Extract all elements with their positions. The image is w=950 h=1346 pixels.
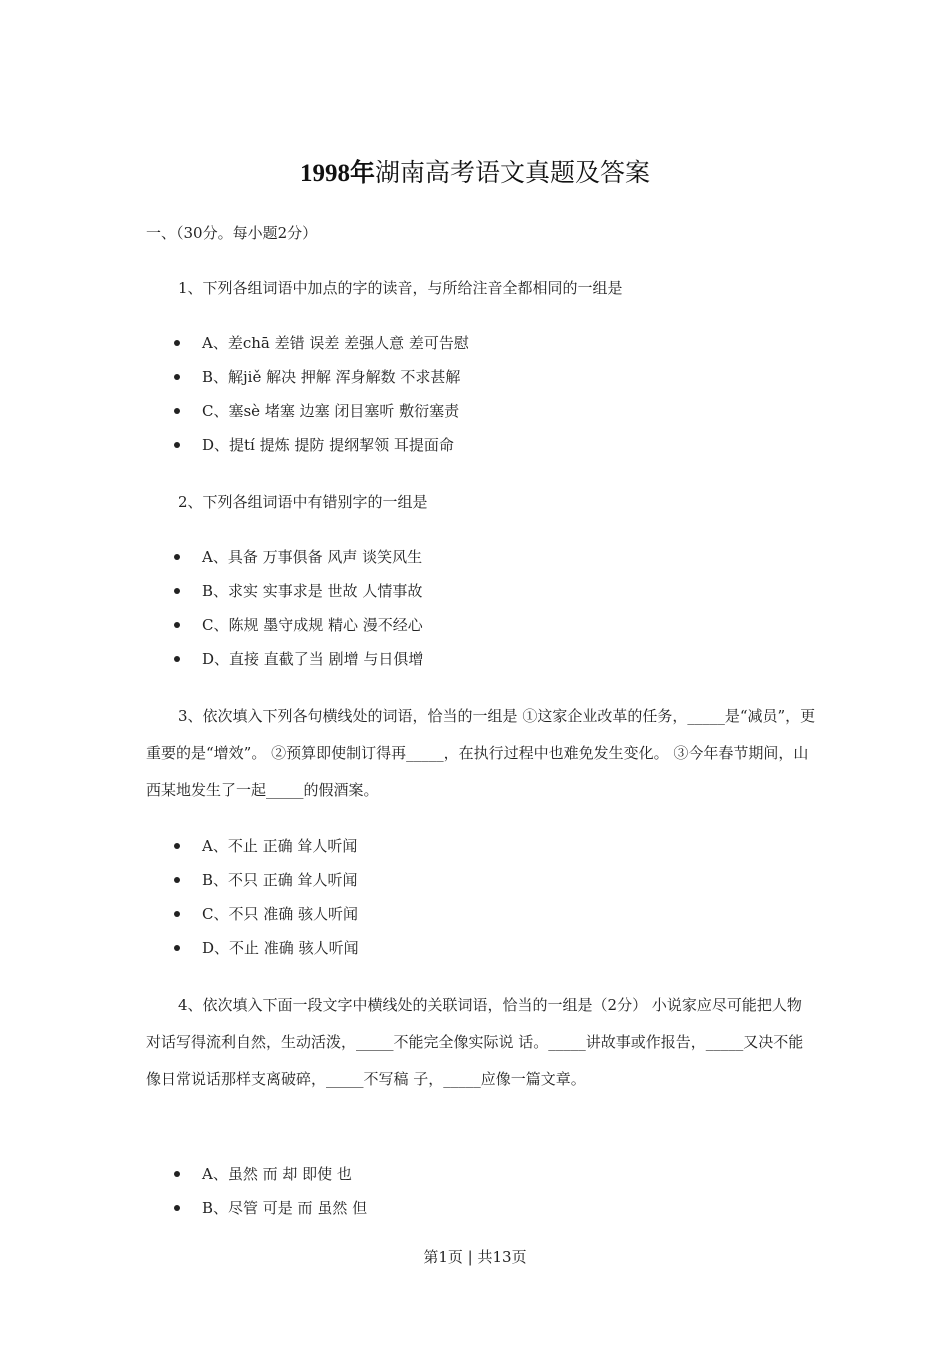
option-text: A、差chā 差错 误差 差强人意 差可告慰 <box>202 334 469 352</box>
option-item <box>174 608 423 642</box>
option-text: A、具备 万事俱备 风声 谈笑风生 <box>202 548 423 566</box>
option-item <box>174 394 469 428</box>
title-year: 1998年 <box>299 160 375 187</box>
bullet-icon <box>174 945 180 951</box>
option-text: D、直接 直截了当 剧增 与日俱增 <box>202 650 424 668</box>
bullet-icon <box>174 408 180 414</box>
question-4-options <box>174 1157 367 1225</box>
option-text: C、陈规 墨守成规 精心 漫不经心 <box>202 616 423 634</box>
page-footer: 第1页 | 共13页 <box>423 1248 527 1266</box>
question-2-stem: 2、下列各组词语中有错别字的一组是 <box>178 493 428 511</box>
option-text: D、提tí 提炼 提防 提纲挈领 耳提面命 <box>202 436 454 454</box>
bullet-icon <box>174 911 180 917</box>
bullet-icon <box>174 877 180 883</box>
bullet-icon <box>174 622 180 628</box>
option-item <box>174 1191 367 1225</box>
option-item <box>174 897 359 931</box>
title-text: 湖南高考语文真题及答案 <box>375 158 651 187</box>
option-item <box>174 642 423 676</box>
option-item <box>174 326 469 360</box>
question-1-stem: 1、下列各组词语中加点的字的读音，与所给注音全都相同的一组是 <box>178 279 623 297</box>
option-text: A、不止 正确 耸人听闻 <box>202 837 358 855</box>
option-item <box>174 574 423 608</box>
page-title <box>0 156 950 191</box>
option-item <box>174 360 469 394</box>
question-4-stem: 4、依次填入下面一段文字中横线处的关联词语，恰当的一组是（2分） 小说家应尽可能把人物对话写得流利自然，生动活泼，_____不能完全像实际说 话。_____讲故事或作报告，_____又决不能像日常说话那样支离破碎，_____不写稿 子，_____应像一篇文章。 <box>146 996 804 1088</box>
bullet-icon <box>174 843 180 849</box>
question-1-options <box>174 326 469 462</box>
bullet-icon <box>174 442 180 448</box>
option-text: B、求实 实事求是 世故 人情事故 <box>202 582 423 600</box>
option-text: B、尽管 可是 而 虽然 但 <box>202 1199 368 1217</box>
option-item <box>174 931 359 965</box>
bullet-icon <box>174 1205 180 1211</box>
option-item <box>174 863 359 897</box>
bullet-icon <box>174 656 180 662</box>
option-text: C、塞sè 堵塞 边塞 闭目塞听 敷衍塞责 <box>202 402 460 420</box>
bullet-icon <box>174 1171 180 1177</box>
option-item <box>174 829 359 863</box>
question-2-options <box>174 540 423 676</box>
bullet-icon <box>174 374 180 380</box>
option-text: B、解jiě 解决 押解 浑身解数 不求甚解 <box>202 368 461 386</box>
option-text: A、虽然 而 却 即使 也 <box>202 1165 352 1183</box>
bullet-icon <box>174 554 180 560</box>
option-item <box>174 428 469 462</box>
bullet-icon <box>174 588 180 594</box>
question-3-stem: 3、依次填入下列各句横线处的词语，恰当的一组是 ①这家企业改革的任务，_____是“减员”，更重要的是“增效”。 ②预算即使制订得再_____，在执行过程中也难免发生变化。 ③今年春节期间，山西某地发生了一起_____的假酒案。 <box>146 707 816 799</box>
option-text: C、不只 准确 骇人听闻 <box>202 905 359 923</box>
question-3-options <box>174 829 359 965</box>
option-item <box>174 1157 367 1191</box>
option-text: D、不止 准确 骇人听闻 <box>202 939 359 957</box>
option-item <box>174 540 423 574</box>
section-heading: 一、（30分。每小题2分） <box>146 224 318 242</box>
option-text: B、不只 正确 耸人听闻 <box>202 871 358 889</box>
bullet-icon <box>174 340 180 346</box>
